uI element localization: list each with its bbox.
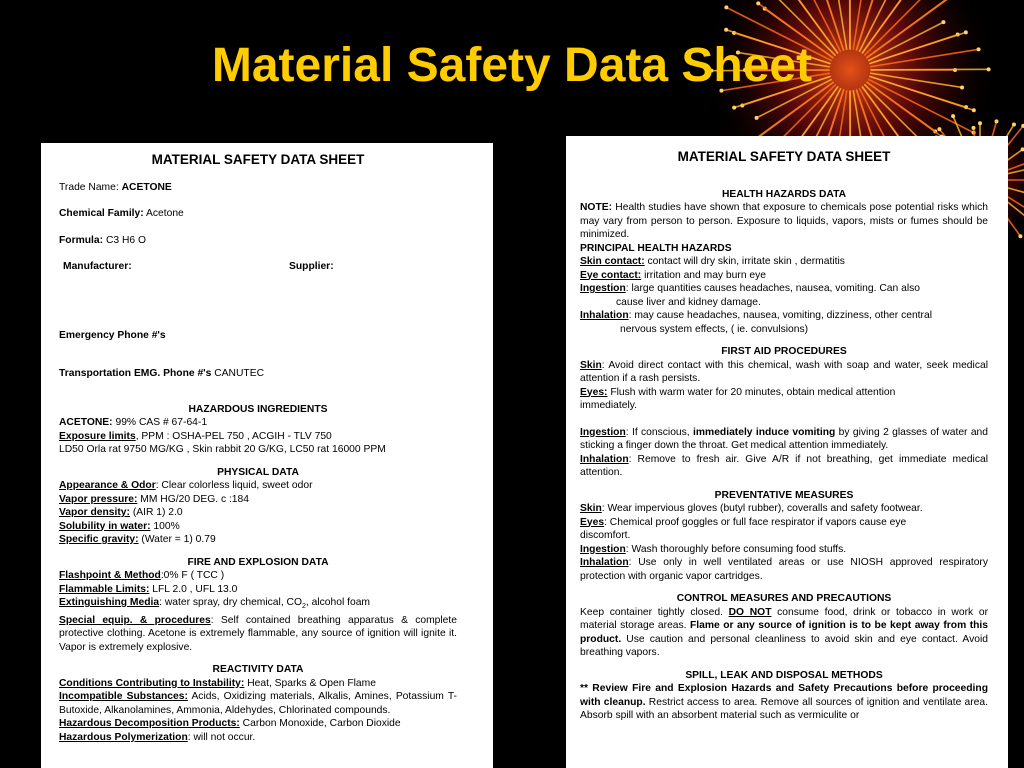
- solubility-label: Solubility in water:: [59, 520, 151, 532]
- ingestion-hazard-label: Ingestion: [580, 283, 626, 294]
- firework-spark: [937, 127, 941, 131]
- firework-spark: [995, 119, 999, 123]
- formula-value: C3 H6 O: [105, 234, 146, 246]
- firework-spark: [972, 108, 976, 112]
- control-text: [580, 606, 988, 660]
- control-mid: consume food, drink or tobacco in work or material storage areas.: [580, 606, 988, 631]
- extinguishing-tail: , alcohol foam: [305, 597, 370, 608]
- incompatible-value: Acids, Oxidizing materials, Alkalis, Amines, Potassium T-Butoxide, Alkanolamines, Ammonia, Aldehydes, Chlorinated compounds.: [59, 691, 457, 716]
- eye-contact-line: [580, 269, 988, 283]
- firework-spark: [964, 30, 968, 34]
- transport-field: [59, 367, 457, 381]
- gravity-label: Specific gravity:: [59, 534, 139, 545]
- section-hazardous: HAZARDOUS INGREDIENTS: [188, 403, 328, 415]
- note-line: [580, 201, 988, 242]
- first-aid-eyes-label: Eyes:: [580, 386, 608, 398]
- spill-bold: ** Review Fire and Explosion Hazards and Safety Precautions before proceeding with cleanup.: [580, 683, 988, 708]
- ingestion-hazard-line: [580, 282, 988, 296]
- firework-spark: [1018, 234, 1022, 238]
- incompatible-line: [59, 690, 457, 717]
- section-spill: SPILL, LEAK AND DISPOSAL METHODS: [685, 669, 883, 681]
- instability-label: Conditions Contributing to Instability:: [59, 677, 245, 689]
- decomposition-line: [59, 717, 457, 731]
- flashpoint-label: Flashpoint & Method: [59, 570, 161, 581]
- vapor-density-value: (AIR 1) 2.0: [129, 507, 183, 518]
- manufacturer-label: Manufacturer:: [63, 261, 132, 272]
- manufacturer-row: [59, 260, 457, 274]
- appearance-value: : Clear colorless liquid, sweet odor: [155, 480, 313, 491]
- ingestion-hazard-cont: cause liver and kidney damage.: [616, 296, 761, 308]
- firework-spark: [724, 5, 728, 9]
- transport-value: CANUTEC: [214, 368, 265, 379]
- control-bold: Flame or any source of ignition is to be kept away from this product.: [580, 620, 989, 645]
- co2-subscript: 2: [301, 603, 306, 611]
- gravity-value: (Water = 1) 0.79: [138, 534, 216, 545]
- extinguishing-label: Extinguishing Media: [59, 597, 160, 608]
- first-aid-ingestion-pre: : If conscious,: [625, 426, 694, 438]
- instability-value: Heat, Sparks & Open Flame: [244, 677, 376, 689]
- firework-spark: [941, 20, 945, 24]
- acetone-value: 99% CAS # 67-64-1: [115, 417, 208, 428]
- solubility-value: 100%: [150, 520, 180, 532]
- incompatible-label: Incompatible Substances:: [59, 691, 188, 703]
- prev-inhalation-value: : Use only in well ventilated areas or use NIOSH approved respiratory protection with organic vapor cartridges.: [580, 557, 988, 582]
- vapor-density-label: Vapor density:: [59, 507, 130, 518]
- prev-inhalation-label: Inhalation: [580, 557, 629, 568]
- firework-spark: [978, 121, 982, 125]
- spill-text: [580, 682, 988, 723]
- decomposition-label: Hazardous Decomposition Products:: [59, 718, 240, 730]
- first-aid-ingestion-bold: immediately induce vomiting: [693, 426, 836, 438]
- eye-contact-label: Eye contact:: [580, 269, 642, 281]
- polymerization-label: Hazardous Polymerization: [59, 731, 188, 743]
- appearance-label: Appearance & Odor: [59, 480, 156, 491]
- formula-field: [59, 234, 457, 248]
- firework-spark: [951, 114, 955, 118]
- note-value: Health studies have shown that exposure to chemicals pose potential risks which may vary from person to person. Exposure to liquids, vapors, mists or fumes should be minimized.: [580, 202, 988, 240]
- skin-contact-value: contact will dry skin, irritate skin , dermatitis: [644, 256, 845, 267]
- slide-title: Material Safety Data Sheet: [211, 39, 813, 92]
- spill-post: Restrict access to area. Remove all sources of ignition and ventilate area. Absorb spill with an absorbent material such as vermiculite or: [580, 696, 988, 721]
- trade-name-field: [59, 181, 457, 195]
- first-aid-inhalation: [580, 453, 988, 480]
- inhalation-hazard-value: : may cause headaches, nausea, vomiting, dizziness, other central: [628, 310, 932, 321]
- flammable-value: LFL 2.0 , UFL 13.0: [149, 583, 238, 595]
- emergency-label: Emergency Phone #'s: [59, 329, 166, 341]
- first-aid-eyes-value: Flush with warm water for 20 minutes, obtain medical attention immediately.: [580, 386, 896, 411]
- emergency-phone-field: [59, 329, 457, 343]
- prev-skin-value: : Wear impervious gloves (butyl rubber), coveralls and safety footwear.: [601, 503, 923, 514]
- flashpoint-line: [59, 569, 457, 583]
- inhalation-hazard-line: [580, 309, 988, 323]
- solubility-line: [59, 520, 457, 534]
- firework-spark: [724, 28, 728, 32]
- section-fire: FIRE AND EXPLOSION DATA: [187, 556, 329, 568]
- firework-spark: [971, 126, 975, 130]
- first-aid-inhalation-value: : Remove to fresh air. Give A/R if not breathing, get immediate medical attention.: [580, 453, 988, 478]
- section-health: HEALTH HAZARDS DATA: [721, 188, 847, 200]
- vapor-pressure-value: MM HG/20 DEG. c :184: [137, 493, 249, 505]
- flammable-line: [59, 583, 457, 597]
- exposure-line: [59, 430, 457, 444]
- decomposition-value: Carbon Monoxide, Carbon Dioxide: [239, 718, 401, 730]
- first-aid-eyes: [580, 386, 988, 413]
- section-physical: PHYSICAL DATA: [217, 466, 299, 478]
- first-aid-ingestion-post: by giving 2 glasses of water and sticking a finger down the throat. Get medical attention immediately.: [580, 426, 989, 451]
- ingestion-hazard-value: : large quantities causes headaches, nausea, vomiting. Can also: [625, 283, 920, 294]
- flashpoint-value: :0% F ( TCC ): [160, 570, 225, 581]
- eye-contact-value: irritation and may burn eye: [641, 269, 767, 281]
- special-label: Special equip. & procedures: [59, 614, 211, 626]
- acetone-label: ACETONE:: [59, 417, 113, 428]
- transport-label: Transportation EMG. Phone #'s: [59, 368, 212, 379]
- special-value: : Self contained breathing apparatus & complete protective clothing. Acetone is extremely flammable, any source of ignition will ignite it. Vapor is extremely explosive.: [59, 614, 457, 653]
- vapor-density-line: [59, 506, 457, 520]
- prev-eyes-label: Eyes: [580, 516, 605, 528]
- vapor-pressure-label: Vapor pressure:: [59, 493, 138, 505]
- first-aid-inhalation-label: Inhalation: [580, 453, 629, 465]
- prev-ingestion-value: : Wash thoroughly before consuming food stuffs.: [625, 543, 847, 555]
- acetone-line: [59, 416, 457, 430]
- gravity-line: [59, 533, 457, 547]
- first-aid-ingestion-label: Ingestion: [580, 426, 626, 438]
- prev-eyes: [580, 516, 988, 543]
- formula-label: Formula:: [59, 234, 104, 246]
- firework-spark: [732, 106, 736, 110]
- vapor-pressure-line: [59, 493, 457, 507]
- extinguishing-value: : water spray, dry chemical, CO: [159, 597, 302, 608]
- msds-page-right: [566, 136, 1008, 768]
- appearance-line: [59, 479, 457, 493]
- extinguishing-line: [59, 596, 457, 614]
- control-donot: DO NOT: [728, 606, 772, 618]
- prev-ingestion: [580, 543, 988, 557]
- polymerization-line: [59, 731, 457, 745]
- spacer: [580, 413, 988, 426]
- first-aid-ingestion: [580, 426, 988, 453]
- flammable-label: Flammable Limits:: [59, 583, 150, 595]
- chemical-family-value: Acetone: [146, 208, 184, 219]
- principal-heading: PRINCIPAL HEALTH HAZARDS: [580, 242, 732, 254]
- trade-name-label: Trade Name:: [59, 181, 119, 193]
- section-reactivity: REACTIVITY DATA: [212, 664, 304, 676]
- prev-skin: [580, 502, 988, 516]
- first-aid-skin-value: : Avoid direct contact with this chemical, wash with soap and water, seek medical attention if a rash persists.: [580, 359, 988, 384]
- chemical-family-label: Chemical Family:: [59, 208, 144, 219]
- first-aid-skin: [580, 359, 988, 386]
- note-label: NOTE:: [580, 202, 613, 213]
- skin-contact-line: [580, 255, 988, 269]
- control-post: Use caution and personal cleanliness to avoid skin and eye contact. Avoid breathing vapors.: [580, 633, 988, 658]
- exposure-value: , PPM : OSHA-PEL 750 , ACGIH - TLV 750: [135, 430, 332, 442]
- firework-spark: [1012, 122, 1016, 126]
- prev-skin-label: Skin: [580, 503, 602, 514]
- section-first-aid: FIRST AID PROCEDURES: [721, 346, 847, 357]
- exposure-label: Exposure limits: [59, 430, 136, 442]
- trade-name-value: ACETONE: [121, 181, 172, 193]
- ld50-line: LD50 Orla rat 9750 MG/KG , Skin rabbit 20 G/KG, LC50 rat 16000 PPM: [59, 444, 386, 455]
- msds-page-left: [41, 143, 493, 768]
- chemical-family-field: [59, 207, 457, 221]
- control-pre: Keep container tightly closed.: [580, 606, 729, 618]
- doc-header-right: MATERIAL SAFETY DATA SHEET: [677, 149, 891, 164]
- instability-line: [59, 677, 457, 691]
- first-aid-skin-label: Skin: [580, 359, 602, 371]
- prev-eyes-value: : Chemical proof goggles or full face respirator if vapors cause eye discomfort.: [580, 516, 907, 541]
- prev-inhalation: [580, 556, 988, 583]
- firework-spark: [756, 1, 760, 5]
- prev-ingestion-label: Ingestion: [580, 543, 626, 555]
- polymerization-value: : will not occur.: [187, 731, 256, 743]
- section-control: CONTROL MEASURES AND PRECAUTIONS: [676, 593, 892, 604]
- supplier-label: Supplier:: [289, 261, 334, 272]
- inhalation-hazard-cont: nervous system effects, ( ie. convulsions): [620, 323, 809, 335]
- skin-contact-label: Skin contact:: [580, 256, 645, 267]
- inhalation-hazard-label: Inhalation: [580, 310, 629, 321]
- section-preventative: PREVENTATIVE MEASURES: [714, 489, 854, 501]
- firework-spark: [755, 116, 759, 120]
- doc-header: MATERIAL SAFETY DATA SHEET: [151, 152, 365, 167]
- special-line: [59, 614, 457, 655]
